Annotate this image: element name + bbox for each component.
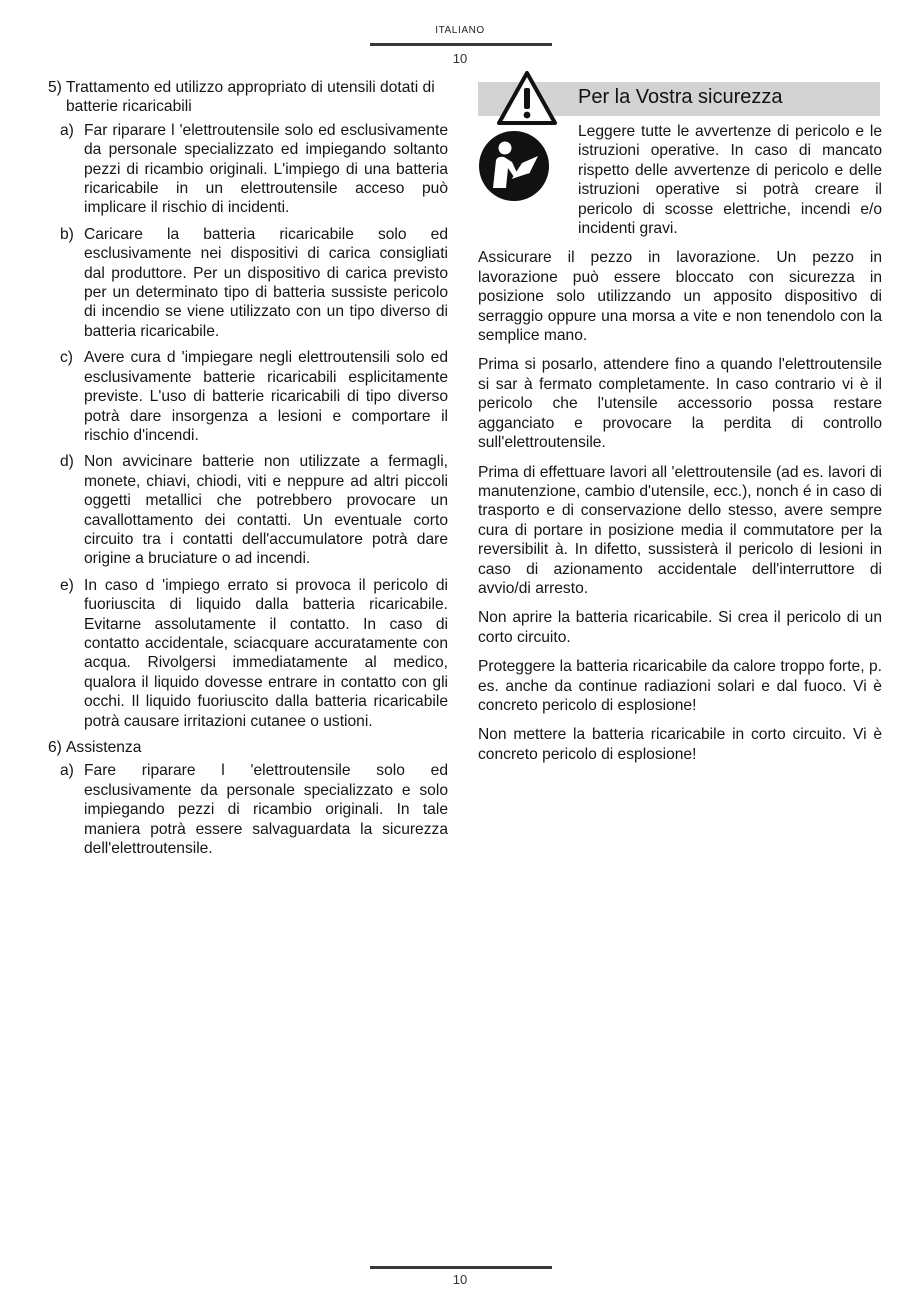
- section-number: 6): [48, 739, 62, 756]
- item-label: a): [60, 762, 74, 780]
- section-number: 5): [48, 79, 62, 96]
- left-column: [48, 78, 448, 865]
- list-item: [60, 576, 448, 731]
- list-item: [60, 225, 448, 341]
- page-number-bottom: 10: [452, 1272, 468, 1287]
- warning-triangle-icon: [496, 70, 558, 126]
- right-column: [478, 78, 882, 774]
- paragraph: Non aprire la batteria ricaricabile. Si crea il pericolo di un corto circuito.: [478, 609, 882, 646]
- section-title: Assistenza: [66, 739, 142, 756]
- safety-title: Per la Vostra sicurezza: [578, 86, 783, 108]
- item-label: e): [60, 576, 74, 594]
- item-text: Far riparare l 'elettroutensile solo ed esclusivamente da personale specializzato ed impiegando soltanto pezzi di ricambio originali. L'impiego di una batteria ricaricabile in un elettroutensile acceso può implicare il rischio di incidenti.: [84, 121, 448, 217]
- list-item: [60, 452, 448, 568]
- safety-intro: Leggere tutte le avvertenze di pericolo e le istruzioni operative. In caso di mancato rispetto delle avvertenze di pericolo e delle istruzioni operative si potrà creare il pericolo di scosse elettriche, incendi e/o incidenti gravi.: [578, 123, 882, 238]
- item-label: c): [60, 349, 73, 367]
- page-number-top: 10: [452, 51, 468, 66]
- item-text: Avere cura d 'impiegare negli elettroutensili solo ed esclusivamente batterie ricaricabili esplicitamente previste. L'uso di batterie ricaricabili di tipo diverso potrà dare insorgenza a lesioni e comportare il rischio d'incendi.: [84, 349, 448, 444]
- section-6-heading: [48, 738, 448, 757]
- item-text: Caricare la batteria ricaricabile solo ed esclusivamente nei dispositivi di carica consigliati dal produttore. Per un dispositivo di carica previsto per un determinato tipo di batteria sussiste pericolo di incendio se viene utilizzato con un tipo diverso di batteria ricaricabile.: [84, 225, 448, 340]
- item-text: Fare riparare l 'elettroutensile solo ed esclusivamente da personale specializzato e solo impiegando pezzi di ricambio originali. In tale maniera potrà essere salvaguardata la sicurezza dell'elettroutensile.: [84, 762, 448, 858]
- item-text: In caso d 'impiego errato si provoca il pericolo di fuoriuscita di liquido dalla batteria ricaricabile. Evitarne assolutamente il contatto. In caso di contatto accidentale, sciacquare accuratamente con acqua. Rivolgersi immediatamente al medico, qualora il liquido dovesse entrare in contatto con gli occhi. Il liquido fuoriuscito dalla batteria ricaricabile potrà causare irritazioni cutanee o ustioni.: [84, 576, 448, 730]
- paragraph: Assicurare il pezzo in lavorazione. Un pezzo in lavorazione può essere bloccato con sicurezza in posizione solo utilizzando un apposito dispositivo di serraggio oppure una morsa a vite e non tenendolo con la semplice mano.: [478, 249, 882, 345]
- list-item: [60, 121, 448, 218]
- header-rule: [370, 43, 552, 46]
- section-title: Trattamento ed utilizzo appropriato di utensili dotati di batterie ricaricabili: [66, 79, 435, 116]
- item-text: Non avvicinare batterie non utilizzate a fermagli, monete, chiavi, chiodi, viti e neppure ad altri piccoli oggetti metallici che potrebbero provocare un cavallottamento dei contatti. Un eventuale corto circuito tra i contatti dell'accumulatore potrà dare origine a bruciature o ad incendi.: [84, 453, 448, 568]
- paragraph: Proteggere la batteria ricaricabile da calore troppo forte, p. es. anche da continue radiazioni solari e dal fuoco. Vi è concreto pericolo di esplosione!: [478, 658, 882, 714]
- language-header: ITALIANO: [435, 25, 485, 36]
- list-item: [60, 761, 448, 858]
- item-label: d): [60, 453, 74, 471]
- footer-rule: [370, 1266, 552, 1269]
- list-item: [60, 348, 448, 445]
- safety-header: [478, 78, 882, 116]
- read-manual-icon: [478, 130, 550, 202]
- item-label: b): [60, 225, 74, 243]
- section-5-heading: [48, 78, 448, 117]
- paragraph: Prima si posarlo, attendere fino a quando l'elettroutensile si sar à fermato completamente. In caso contrario vi è il pericolo che l'utensile accessorio possa restare agganciato e provocare la perdita di controllo sull'elettroutensile.: [478, 356, 882, 452]
- paragraph: Non mettere la batteria ricaricabile in corto circuito. Vi è concreto pericolo di esplosione!: [478, 726, 882, 763]
- item-label: a): [60, 121, 74, 139]
- paragraph: Prima di effettuare lavori all 'elettroutensile (ad es. lavori di manutenzione, cambio d'utensile, ecc.), nonch é in caso di trasporto e di conservazione dello stesso, avere sempre cura di portare in posizione media il commutatore per la reversibilit à. In difetto, sussisterà il pericolo di lesioni in caso di azionamento accidentale dell'interruttore di avvio/di arresto.: [478, 463, 882, 597]
